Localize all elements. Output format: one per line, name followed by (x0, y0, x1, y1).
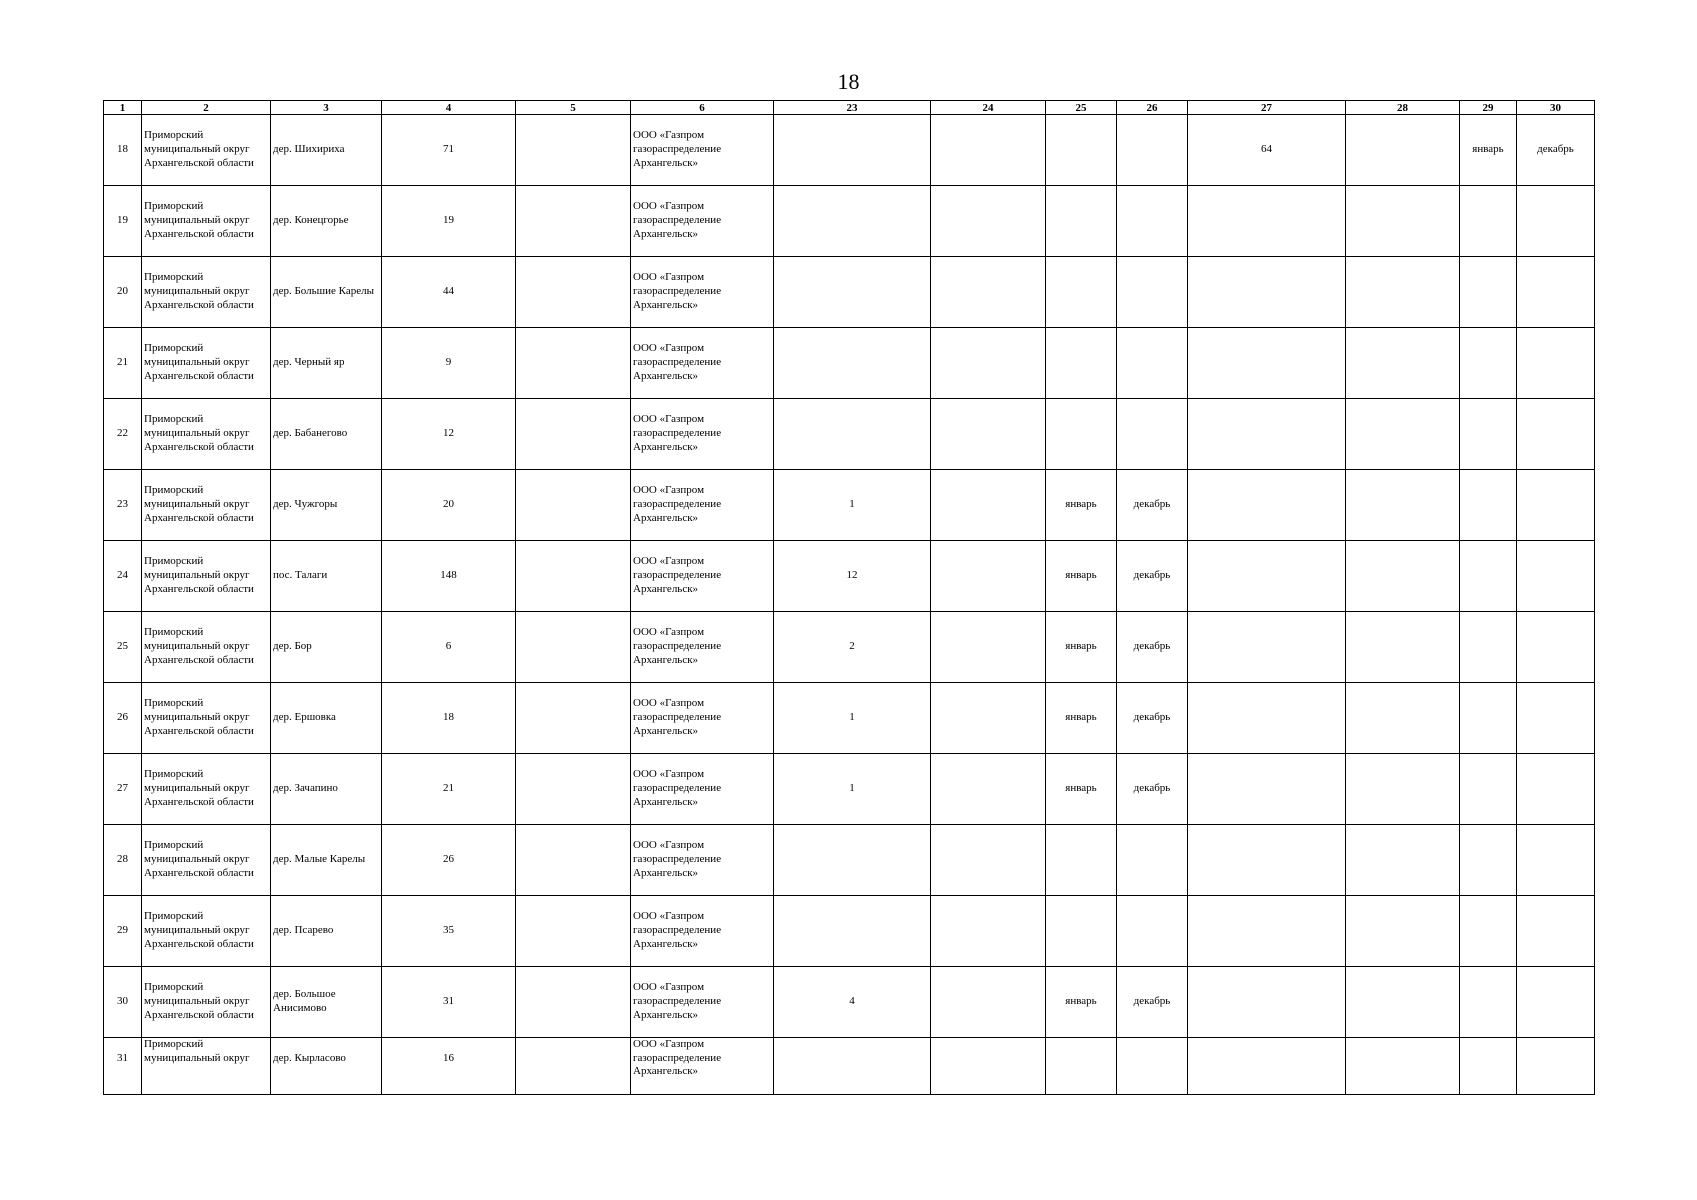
col-23-cell (774, 186, 931, 257)
table-row (104, 399, 1595, 470)
district-cell: Приморский муниципальный округ Архангельской области (142, 186, 271, 257)
organization-cell: ООО «Газпром газораспределение Архангельск» (631, 257, 774, 328)
col-24-cell (931, 896, 1046, 967)
col-26-cell: декабрь (1117, 541, 1188, 612)
table-row (104, 115, 1595, 186)
col-28-cell (1346, 115, 1460, 186)
header-cell: 2 (142, 101, 271, 115)
col-28-cell (1346, 896, 1460, 967)
header-row (104, 101, 1595, 115)
settlement-cell: дер. Конецгорье (271, 186, 382, 257)
col-29-cell (1460, 967, 1517, 1038)
organization-cell: ООО «Газпром газораспределение Архангельск» (631, 186, 774, 257)
settlement-cell: дер. Зачапино (271, 754, 382, 825)
col-29-cell (1460, 896, 1517, 967)
organization-cell: ООО «Газпром газораспределение Архангельск» (631, 754, 774, 825)
organization-cell: ООО «Газпром газораспределение Архангельск» (631, 115, 774, 186)
col-29-cell (1460, 399, 1517, 470)
header-cell: 28 (1346, 101, 1460, 115)
header-cell: 25 (1046, 101, 1117, 115)
table-row (104, 541, 1595, 612)
col-30-cell (1517, 257, 1595, 328)
district-cell: Приморский муниципальный округ Архангельской области (142, 399, 271, 470)
col-4-cell: 16 (382, 1038, 516, 1095)
col-29-cell: январь (1460, 115, 1517, 186)
col-4-cell: 18 (382, 683, 516, 754)
col-5-cell (516, 896, 631, 967)
col-4-cell: 9 (382, 328, 516, 399)
col-26-cell (1117, 399, 1188, 470)
col-27-cell: 64 (1188, 115, 1346, 186)
col-30-cell (1517, 896, 1595, 967)
row-number-cell: 21 (104, 328, 142, 399)
col-23-cell: 1 (774, 754, 931, 825)
col-27-cell (1188, 470, 1346, 541)
col-28-cell (1346, 683, 1460, 754)
col-24-cell (931, 683, 1046, 754)
col-26-cell: декабрь (1117, 967, 1188, 1038)
col-29-cell (1460, 825, 1517, 896)
col-28-cell (1346, 541, 1460, 612)
col-28-cell (1346, 612, 1460, 683)
col-29-cell (1460, 541, 1517, 612)
col-26-cell: декабрь (1117, 754, 1188, 825)
col-28-cell (1346, 470, 1460, 541)
col-30-cell (1517, 825, 1595, 896)
col-27-cell (1188, 683, 1346, 754)
settlement-cell: пос. Талаги (271, 541, 382, 612)
col-5-cell (516, 115, 631, 186)
col-30-cell (1517, 967, 1595, 1038)
row-number-cell: 30 (104, 967, 142, 1038)
col-26-cell (1117, 186, 1188, 257)
settlement-cell: дер. Черный яр (271, 328, 382, 399)
col-27-cell (1188, 399, 1346, 470)
header-cell: 6 (631, 101, 774, 115)
settlement-cell: дер. Чужгоры (271, 470, 382, 541)
table-row (104, 257, 1595, 328)
header-cell: 30 (1517, 101, 1595, 115)
row-number-cell: 22 (104, 399, 142, 470)
organization-cell: ООО «Газпром газораспределение Архангельск» (631, 399, 774, 470)
col-27-cell (1188, 967, 1346, 1038)
col-30-cell (1517, 399, 1595, 470)
col-30-cell (1517, 470, 1595, 541)
col-29-cell (1460, 470, 1517, 541)
row-number-cell: 26 (104, 683, 142, 754)
col-28-cell (1346, 754, 1460, 825)
col-24-cell (931, 1038, 1046, 1095)
table-row (104, 683, 1595, 754)
col-5-cell (516, 1038, 631, 1095)
col-27-cell (1188, 1038, 1346, 1095)
col-24-cell (931, 186, 1046, 257)
district-cell: Приморский муниципальный округ Архангельской области (142, 612, 271, 683)
col-27-cell (1188, 825, 1346, 896)
col-30-cell: декабрь (1517, 115, 1595, 186)
settlement-cell: дер. Малые Карелы (271, 825, 382, 896)
row-number-cell: 19 (104, 186, 142, 257)
col-5-cell (516, 257, 631, 328)
col-25-cell: январь (1046, 683, 1117, 754)
col-4-cell: 71 (382, 115, 516, 186)
organization-cell: ООО «Газпром газораспределение Архангельск» (631, 1038, 774, 1095)
row-number-cell: 20 (104, 257, 142, 328)
page-number: 18 (837, 69, 860, 94)
col-4-cell: 6 (382, 612, 516, 683)
row-number-cell: 31 (104, 1038, 142, 1095)
col-26-cell (1117, 825, 1188, 896)
col-25-cell: январь (1046, 612, 1117, 683)
organization-cell: ООО «Газпром газораспределение Архангельск» (631, 896, 774, 967)
col-29-cell (1460, 257, 1517, 328)
organization-cell: ООО «Газпром газораспределение Архангельск» (631, 967, 774, 1038)
col-24-cell (931, 257, 1046, 328)
col-25-cell (1046, 115, 1117, 186)
col-5-cell (516, 754, 631, 825)
header-cell: 24 (931, 101, 1046, 115)
col-26-cell: декабрь (1117, 470, 1188, 541)
col-25-cell: январь (1046, 470, 1117, 541)
district-cell: Приморский муниципальный округ Архангельской области (142, 683, 271, 754)
col-5-cell (516, 683, 631, 754)
col-23-cell (774, 825, 931, 896)
settlement-cell: дер. Шихириха (271, 115, 382, 186)
district-cell: Приморский муниципальный округ Архангельской области (142, 967, 271, 1038)
col-26-cell (1117, 115, 1188, 186)
header-cell: 4 (382, 101, 516, 115)
col-30-cell (1517, 541, 1595, 612)
col-23-cell (774, 115, 931, 186)
district-cell: Приморский муниципальный округ Архангельской области (142, 541, 271, 612)
col-4-cell: 31 (382, 967, 516, 1038)
col-24-cell (931, 541, 1046, 612)
col-4-cell: 35 (382, 896, 516, 967)
col-23-cell: 1 (774, 470, 931, 541)
table-row (104, 1038, 1595, 1095)
settlement-cell: дер. Кырласово (271, 1038, 382, 1095)
col-30-cell (1517, 186, 1595, 257)
col-27-cell (1188, 612, 1346, 683)
district-cell: Приморский муниципальный округ Архангельской области (142, 257, 271, 328)
header-cell: 5 (516, 101, 631, 115)
col-24-cell (931, 328, 1046, 399)
table-row (104, 825, 1595, 896)
col-4-cell: 12 (382, 399, 516, 470)
header-cell: 26 (1117, 101, 1188, 115)
header-cell: 29 (1460, 101, 1517, 115)
col-24-cell (931, 470, 1046, 541)
row-number-cell: 24 (104, 541, 142, 612)
col-30-cell (1517, 683, 1595, 754)
col-4-cell: 21 (382, 754, 516, 825)
col-23-cell (774, 1038, 931, 1095)
col-28-cell (1346, 1038, 1460, 1095)
col-5-cell (516, 186, 631, 257)
organization-cell: ООО «Газпром газораспределение Архангельск» (631, 541, 774, 612)
col-24-cell (931, 967, 1046, 1038)
col-29-cell (1460, 328, 1517, 399)
col-5-cell (516, 328, 631, 399)
organization-cell: ООО «Газпром газораспределение Архангельск» (631, 612, 774, 683)
district-cell: Приморский муниципальный округ Архангельской области (142, 328, 271, 399)
table-row (104, 186, 1595, 257)
col-4-cell: 26 (382, 825, 516, 896)
col-24-cell (931, 754, 1046, 825)
col-27-cell (1188, 328, 1346, 399)
col-27-cell (1188, 257, 1346, 328)
col-5-cell (516, 399, 631, 470)
col-23-cell (774, 328, 931, 399)
col-25-cell (1046, 825, 1117, 896)
col-29-cell (1460, 1038, 1517, 1095)
col-27-cell (1188, 186, 1346, 257)
data-table (103, 100, 1595, 1095)
header-cell: 3 (271, 101, 382, 115)
col-30-cell (1517, 1038, 1595, 1095)
col-30-cell (1517, 754, 1595, 825)
col-29-cell (1460, 683, 1517, 754)
table-row (104, 967, 1595, 1038)
district-cell: Приморский муниципальный округ Архангельской области (142, 896, 271, 967)
row-number-cell: 23 (104, 470, 142, 541)
col-25-cell (1046, 896, 1117, 967)
district-cell: Приморский муниципальный округ Архангельской области (142, 754, 271, 825)
col-5-cell (516, 825, 631, 896)
col-25-cell (1046, 399, 1117, 470)
col-5-cell (516, 612, 631, 683)
col-25-cell (1046, 186, 1117, 257)
table-row (104, 470, 1595, 541)
settlement-cell: дер. Бор (271, 612, 382, 683)
organization-cell: ООО «Газпром газораспределение Архангельск» (631, 470, 774, 541)
col-26-cell (1117, 328, 1188, 399)
col-29-cell (1460, 754, 1517, 825)
col-29-cell (1460, 612, 1517, 683)
col-28-cell (1346, 967, 1460, 1038)
table-row (104, 896, 1595, 967)
col-30-cell (1517, 612, 1595, 683)
col-4-cell: 20 (382, 470, 516, 541)
settlement-cell: дер. Ершовка (271, 683, 382, 754)
organization-cell: ООО «Газпром газораспределение Архангельск» (631, 825, 774, 896)
row-number-cell: 28 (104, 825, 142, 896)
col-28-cell (1346, 328, 1460, 399)
col-25-cell: январь (1046, 967, 1117, 1038)
district-cell: Приморский муниципальный округ Архангельской области (142, 115, 271, 186)
col-26-cell (1117, 257, 1188, 328)
header-cell: 27 (1188, 101, 1346, 115)
col-26-cell: декабрь (1117, 683, 1188, 754)
settlement-cell: дер. Бабанегово (271, 399, 382, 470)
col-29-cell (1460, 186, 1517, 257)
col-24-cell (931, 612, 1046, 683)
col-28-cell (1346, 186, 1460, 257)
col-24-cell (931, 399, 1046, 470)
row-number-cell: 27 (104, 754, 142, 825)
col-27-cell (1188, 896, 1346, 967)
col-23-cell: 1 (774, 683, 931, 754)
row-number-cell: 25 (104, 612, 142, 683)
col-23-cell (774, 896, 931, 967)
col-5-cell (516, 470, 631, 541)
settlement-cell: дер. Большое Анисимово (271, 967, 382, 1038)
header-cell: 1 (104, 101, 142, 115)
settlement-cell: дер. Большие Карелы (271, 257, 382, 328)
col-26-cell (1117, 896, 1188, 967)
col-28-cell (1346, 399, 1460, 470)
col-27-cell (1188, 541, 1346, 612)
table-row (104, 754, 1595, 825)
col-27-cell (1188, 754, 1346, 825)
col-23-cell: 4 (774, 967, 931, 1038)
col-23-cell (774, 399, 931, 470)
col-25-cell: январь (1046, 541, 1117, 612)
row-number-cell: 29 (104, 896, 142, 967)
district-cell: Приморский муниципальный округ (142, 1038, 271, 1095)
col-26-cell: декабрь (1117, 612, 1188, 683)
col-28-cell (1346, 825, 1460, 896)
table-row (104, 612, 1595, 683)
table-row (104, 328, 1595, 399)
col-25-cell (1046, 1038, 1117, 1095)
col-4-cell: 44 (382, 257, 516, 328)
col-5-cell (516, 967, 631, 1038)
col-4-cell: 148 (382, 541, 516, 612)
col-5-cell (516, 541, 631, 612)
col-24-cell (931, 115, 1046, 186)
col-25-cell: январь (1046, 754, 1117, 825)
col-4-cell: 19 (382, 186, 516, 257)
col-26-cell (1117, 1038, 1188, 1095)
col-25-cell (1046, 328, 1117, 399)
district-cell: Приморский муниципальный округ Архангельской области (142, 825, 271, 896)
col-28-cell (1346, 257, 1460, 328)
organization-cell: ООО «Газпром газораспределение Архангельск» (631, 328, 774, 399)
organization-cell: ООО «Газпром газораспределение Архангельск» (631, 683, 774, 754)
col-25-cell (1046, 257, 1117, 328)
header-cell: 23 (774, 101, 931, 115)
settlement-cell: дер. Псарево (271, 896, 382, 967)
col-23-cell: 12 (774, 541, 931, 612)
row-number-cell: 18 (104, 115, 142, 186)
district-cell: Приморский муниципальный округ Архангельской области (142, 470, 271, 541)
col-23-cell: 2 (774, 612, 931, 683)
col-30-cell (1517, 328, 1595, 399)
col-24-cell (931, 825, 1046, 896)
col-23-cell (774, 257, 931, 328)
